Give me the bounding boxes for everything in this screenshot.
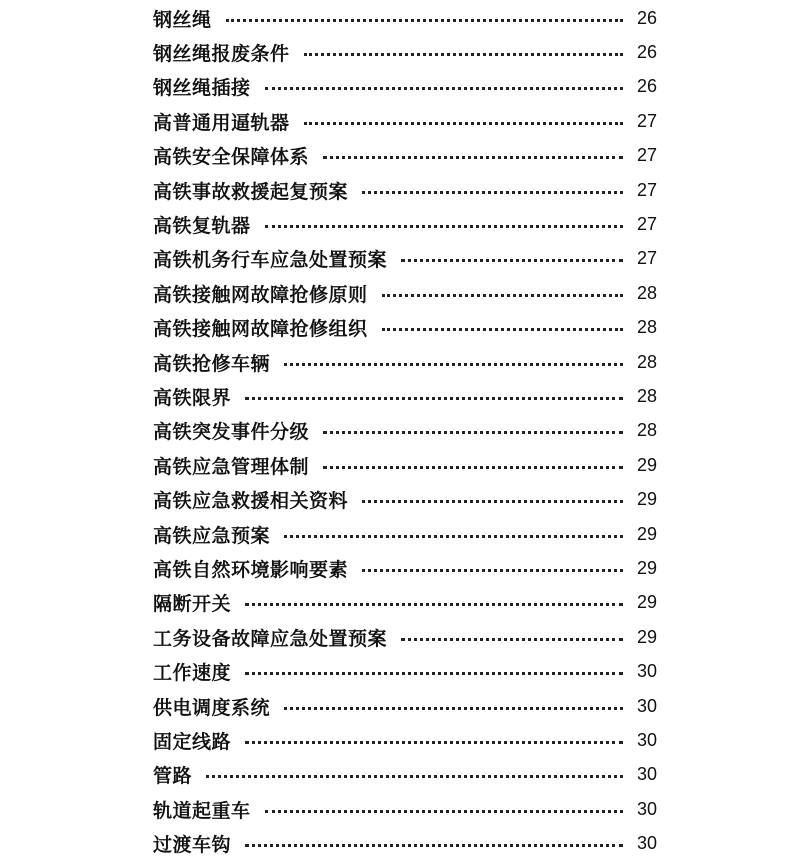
entry-page-number: 28 (636, 385, 657, 406)
entry-term: 高铁突发事件分级 (153, 421, 310, 444)
index-entry (153, 482, 657, 516)
entry-page-number: 30 (636, 833, 657, 854)
entry-term: 供电调度系统 (153, 696, 271, 719)
dot-leader (265, 810, 623, 813)
index-entry (153, 207, 657, 241)
entry-term: 工作速度 (153, 662, 232, 685)
index-entry (153, 379, 657, 413)
entry-term: 高铁抢修车辆 (153, 352, 271, 375)
dot-leader (362, 569, 623, 572)
index-entry (153, 758, 657, 792)
index-entry (153, 414, 657, 448)
index-entry (153, 1, 657, 35)
entry-page-number: 29 (636, 454, 657, 475)
dot-leader (284, 707, 623, 710)
index-entry (153, 723, 657, 757)
entry-term: 高铁接触网故障抢修原则 (153, 283, 368, 306)
dot-leader (245, 672, 623, 675)
entry-term: 钢丝绳 (153, 8, 212, 31)
entry-page-number: 26 (636, 42, 657, 63)
entry-term: 高铁接触网故障抢修组织 (153, 318, 368, 341)
entry-page-number: 28 (636, 317, 657, 338)
entry-page-number: 30 (636, 798, 657, 819)
index-entry (153, 448, 657, 482)
index-entry (153, 654, 657, 688)
entry-page-number: 30 (636, 695, 657, 716)
entry-term: 高铁事故救援起复预案 (153, 180, 349, 203)
dot-leader (206, 775, 623, 778)
index-entry (153, 70, 657, 104)
dot-leader (323, 466, 623, 469)
dot-leader (284, 363, 623, 366)
entry-page-number: 26 (636, 7, 657, 28)
entry-term: 固定线路 (153, 730, 232, 753)
entry-page-number: 28 (636, 351, 657, 372)
dot-leader (304, 53, 623, 56)
index-entry (153, 689, 657, 723)
entry-term: 高铁应急管理体制 (153, 455, 310, 478)
dot-leader (245, 603, 623, 606)
entry-term: 高铁安全保障体系 (153, 146, 310, 169)
entry-term: 高铁机务行车应急处置预案 (153, 249, 388, 272)
dot-leader (382, 328, 623, 331)
index-entry (153, 620, 657, 654)
dot-leader (265, 87, 623, 90)
entry-page-number: 29 (636, 626, 657, 647)
dot-leader (382, 294, 623, 297)
entry-term: 过渡车钩 (153, 834, 232, 857)
entry-term: 高铁自然环境影响要素 (153, 558, 349, 581)
dot-leader (323, 156, 623, 159)
entry-term: 钢丝绳插接 (153, 77, 251, 100)
entry-page-number: 27 (636, 179, 657, 200)
entry-term: 工务设备故障应急处置预案 (153, 627, 388, 650)
entry-term: 管路 (153, 765, 193, 788)
entry-page-number: 27 (636, 214, 657, 235)
entry-term: 钢丝绳报废条件 (153, 43, 290, 66)
entry-page-number: 28 (636, 420, 657, 441)
entry-page-number: 30 (636, 661, 657, 682)
entry-page-number: 30 (636, 764, 657, 785)
entry-page-number: 26 (636, 76, 657, 97)
dot-leader (323, 431, 623, 434)
dot-leader (245, 397, 623, 400)
entry-term: 高铁复轨器 (153, 215, 251, 238)
dot-leader (401, 259, 623, 262)
index-entry (153, 242, 657, 276)
index-entry (153, 345, 657, 379)
entry-term: 高铁应急预案 (153, 524, 271, 547)
entry-page-number: 29 (636, 592, 657, 613)
entry-term: 隔断开关 (153, 593, 232, 616)
index-entry (153, 139, 657, 173)
dot-leader (284, 535, 623, 538)
entry-page-number: 28 (636, 282, 657, 303)
dot-leader (265, 225, 623, 228)
entry-page-number: 29 (636, 489, 657, 510)
entry-term: 高普通用逼轨器 (153, 111, 290, 134)
dot-leader (245, 844, 623, 847)
index-entry (153, 826, 657, 860)
dot-leader (226, 19, 623, 22)
index-entry (153, 104, 657, 138)
dot-leader (245, 741, 623, 744)
entry-term: 轨道起重车 (153, 799, 251, 822)
index-entry (153, 276, 657, 310)
entry-page-number: 27 (636, 248, 657, 269)
entry-page-number: 30 (636, 729, 657, 750)
dot-leader (401, 638, 623, 641)
dot-leader (362, 500, 623, 503)
entry-page-number: 27 (636, 110, 657, 131)
index-entry (153, 35, 657, 69)
entry-page-number: 27 (636, 145, 657, 166)
index-entry (153, 792, 657, 826)
index-entry (153, 311, 657, 345)
entry-term: 高铁应急救援相关资料 (153, 490, 349, 513)
index-entry (153, 517, 657, 551)
entry-page-number: 29 (636, 523, 657, 544)
entry-term: 高铁限界 (153, 386, 232, 409)
dot-leader (304, 122, 623, 125)
index-list (153, 0, 657, 861)
entry-page-number: 29 (636, 557, 657, 578)
index-entry (153, 551, 657, 585)
index-entry (153, 173, 657, 207)
index-entry (153, 586, 657, 620)
dot-leader (362, 191, 623, 194)
